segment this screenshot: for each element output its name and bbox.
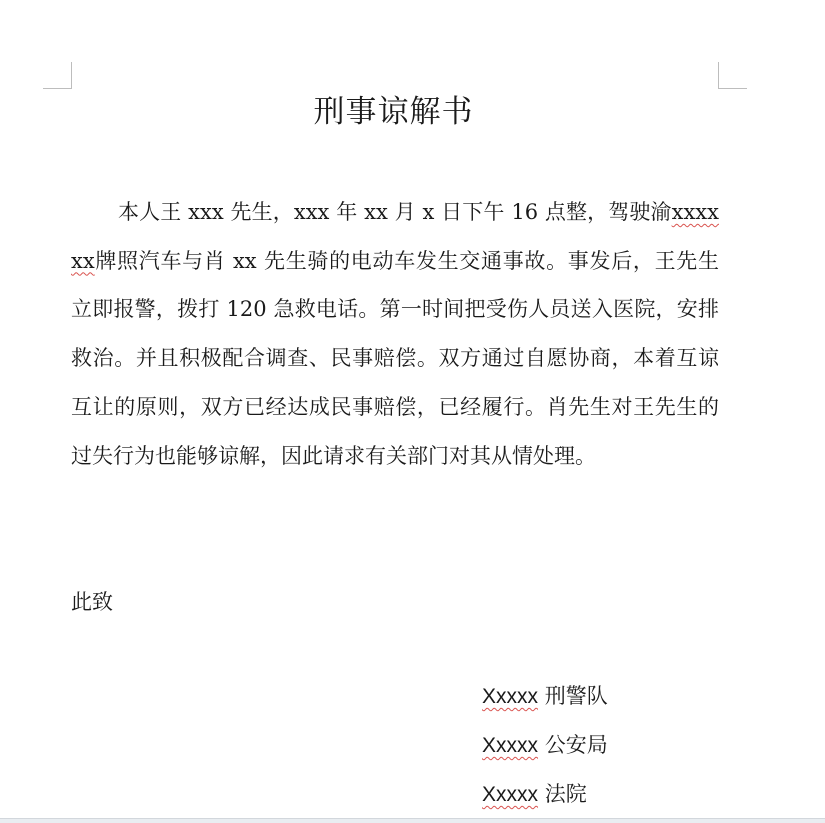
body-text-part-2: 牌照汽车与肖 xx 先生骑的电动车发生交通事故。事发后，王先生立即报警，拨打 120 急救电话。第一时间把受伤人员送入医院，安排救治。并且积极配合调查、民事赔偿。双方通过自愿协商，本着互谅互让的原则，双方已经达成民事赔偿，已经履行。肖先生对王先生的过失行为也能够谅解，因此请求有关部门对其从情处理。: [71, 248, 719, 468]
recipient-item[interactable]: [482, 770, 608, 819]
recipient-item[interactable]: [482, 672, 608, 721]
recipient-name: 公安局: [544, 733, 608, 757]
recipient-code: Xxxxx: [482, 734, 539, 757]
recipient-name: 刑警队: [544, 684, 608, 708]
recipient-name: 法院: [544, 782, 587, 806]
body-paragraph[interactable]: [71, 188, 719, 480]
recipient-code: Xxxxx: [482, 685, 539, 708]
closing-salutation[interactable]: 此致: [71, 590, 113, 614]
recipient-list: [482, 672, 608, 819]
body-text-part-1: 本人王 xxx 先生，xxx 年 xx 月 x 日下午 16 点整，驾驶渝: [118, 200, 672, 224]
crop-mark-top-left: [43, 62, 72, 89]
window-bottom-edge: [0, 818, 825, 823]
recipient-item[interactable]: [482, 721, 608, 770]
recipient-code: Xxxxx: [482, 783, 539, 806]
document-title[interactable]: 刑事谅解书: [313, 94, 474, 130]
crop-mark-top-right: [718, 62, 747, 89]
plate-number: xxxxxx: [71, 200, 719, 273]
